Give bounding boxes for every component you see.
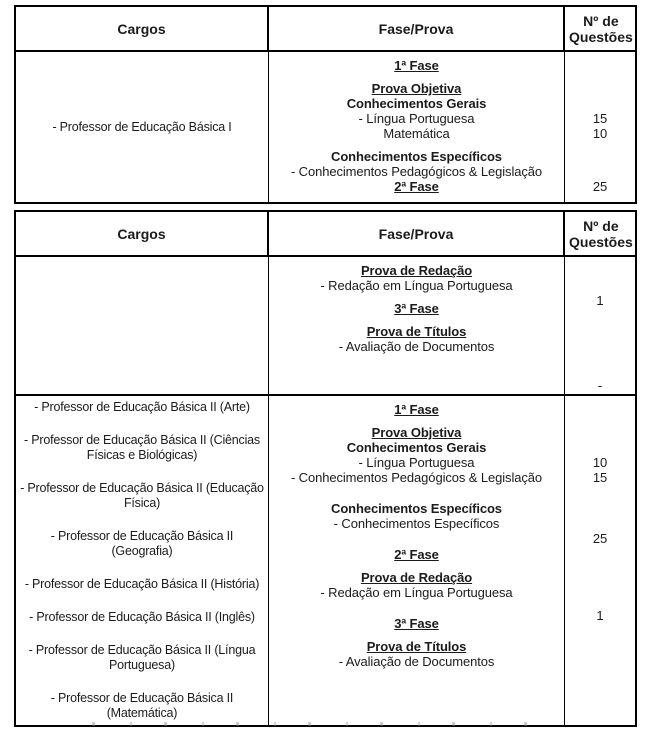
cargo-line: (Matemática) xyxy=(106,706,178,720)
questions-value xyxy=(565,485,635,493)
cargo-item xyxy=(34,400,250,415)
table-header-row xyxy=(16,212,635,257)
cargo-line: Físicas e Biológicas) xyxy=(86,448,198,462)
questions-value xyxy=(565,149,635,164)
fase-line: - Avaliação de Documentos xyxy=(338,339,495,354)
questions-value xyxy=(565,278,635,293)
fase-line xyxy=(271,608,562,616)
fase-line xyxy=(271,354,562,362)
fase-line: Prova de Redação xyxy=(360,263,473,278)
cargo-line: - Professor de Educação Básica II (Ciências xyxy=(24,433,260,447)
column-header-cargos: Cargos xyxy=(16,7,269,50)
questions-value xyxy=(565,73,635,81)
questions-value xyxy=(565,96,635,111)
cargo-line: - Professor de Educação Básica II (Arte) xyxy=(34,400,250,414)
questions-value: 25 xyxy=(592,179,608,194)
table-header-row xyxy=(16,7,635,52)
fase-line xyxy=(271,600,562,608)
num-questoes-cell xyxy=(565,52,635,202)
questions-value: 1 xyxy=(596,608,604,623)
fase-line: Matemática xyxy=(383,126,450,141)
table-body xyxy=(16,257,635,725)
fase-line: - Conhecimentos Específicos xyxy=(333,516,500,531)
questions-value xyxy=(565,547,635,562)
questions-value xyxy=(565,141,635,149)
questions-value: 15 xyxy=(592,470,608,485)
num-questoes-cell xyxy=(565,257,635,394)
fase-line: Prova de Redação xyxy=(360,570,473,585)
fase-line: Prova Objetiva xyxy=(371,81,462,96)
cut-off-text-line xyxy=(92,722,562,726)
fase-line: - Redação em Língua Portuguesa xyxy=(320,585,513,600)
cargo-item xyxy=(29,610,255,625)
fase-line: 1ª Fase xyxy=(394,58,439,73)
fase-line: - Língua Portuguesa xyxy=(358,111,475,126)
cargo-item xyxy=(52,120,231,135)
fase-line xyxy=(271,539,562,547)
cargo-line: - Professor de Educação Básica II (Inglês) xyxy=(29,610,255,624)
fase-line xyxy=(271,316,562,324)
questions-value xyxy=(565,402,635,417)
fase-line xyxy=(271,493,562,501)
fase-line xyxy=(271,631,562,639)
questions-value xyxy=(565,654,635,669)
column-header-fase-prova: Fase/Prova xyxy=(269,7,565,50)
questions-value: 10 xyxy=(592,126,608,141)
cargo-item xyxy=(24,433,260,463)
fase-line xyxy=(271,417,562,425)
fase-prova-cell xyxy=(269,52,565,202)
fase-line: Prova de Títulos xyxy=(366,324,467,339)
questions-value xyxy=(565,370,635,378)
questions-value xyxy=(565,440,635,455)
questions-value xyxy=(565,516,635,531)
column-header-cargos: Cargos xyxy=(16,212,269,255)
cargo-line: - Professor de Educação Básica II (Língua xyxy=(28,643,256,657)
questions-value xyxy=(565,164,635,179)
table-row xyxy=(16,394,635,725)
fase-prova-cell xyxy=(269,257,565,394)
cargo-line: (Geografia) xyxy=(111,544,173,558)
fase-line: 1ª Fase xyxy=(394,402,439,417)
fase-line: - Conhecimentos Pedagógicos & Legislação xyxy=(290,164,543,179)
fase-line: - Conhecimentos Pedagógicos & Legislação xyxy=(290,470,543,485)
questions-value xyxy=(565,362,635,370)
column-header-num-questoes: Nº de Questões xyxy=(569,217,633,250)
cargos-cell xyxy=(16,396,269,725)
cargos-cell xyxy=(16,52,269,202)
fase-line: Prova de Títulos xyxy=(366,639,467,654)
questions-value xyxy=(565,600,635,608)
questions-value xyxy=(565,639,635,654)
fase-line: 2ª Fase xyxy=(394,547,439,562)
fase-line: - Redação em Língua Portuguesa xyxy=(320,278,513,293)
cargo-item xyxy=(51,691,233,721)
fase-line xyxy=(271,370,562,378)
cargos-cell xyxy=(16,257,269,394)
questions-value xyxy=(565,339,635,354)
fase-prova-cell xyxy=(269,396,565,725)
fase-line: Prova Objetiva xyxy=(371,425,462,440)
questions-value xyxy=(565,585,635,600)
table-row xyxy=(16,52,635,202)
cargo-line: - Professor de Educação Básica II (Educação xyxy=(20,481,264,495)
cargo-line: - Professor de Educação Básica I xyxy=(52,119,232,134)
exam-table-peb-i xyxy=(14,5,637,204)
fase-line: - Língua Portuguesa xyxy=(358,455,475,470)
questions-value: - xyxy=(597,378,603,393)
cargo-line: - Professor de Educação Básica II xyxy=(50,691,234,705)
exam-table-peb-ii xyxy=(14,210,637,727)
cargo-item xyxy=(20,481,264,511)
fase-line: 3ª Fase xyxy=(394,616,439,631)
questions-value xyxy=(565,81,635,96)
questions-value: 1 xyxy=(596,293,604,308)
fase-line xyxy=(271,485,562,493)
fase-line xyxy=(271,378,562,386)
cargo-line: - Professor de Educação Básica II xyxy=(50,529,234,543)
questions-value xyxy=(565,570,635,585)
cargo-line: - Professor de Educação Básica II (História) xyxy=(24,577,260,591)
table-row xyxy=(16,257,635,394)
fase-line: 3ª Fase xyxy=(394,301,439,316)
questions-value xyxy=(565,263,635,278)
questions-value xyxy=(565,316,635,324)
questions-value xyxy=(565,631,635,639)
fase-line: - Avaliação de Documentos xyxy=(338,654,495,669)
cargo-line: Portuguesa) xyxy=(109,658,175,672)
table-body xyxy=(16,52,635,202)
fase-line: Conhecimentos Específicos xyxy=(331,149,502,164)
questions-value: 10 xyxy=(592,455,608,470)
cargo-item xyxy=(29,643,256,673)
fase-line: Conhecimentos Gerais xyxy=(346,96,487,111)
cargo-item xyxy=(51,529,233,559)
questions-value: 25 xyxy=(592,531,608,546)
column-header-num-questoes: Nº de Questões xyxy=(569,12,633,45)
questions-value xyxy=(565,58,635,73)
questions-value: 15 xyxy=(592,111,608,126)
questions-value xyxy=(565,493,635,501)
fase-line: 2ª Fase xyxy=(394,179,439,194)
questions-value xyxy=(565,354,635,362)
cargo-line: Física) xyxy=(123,496,161,510)
questions-value xyxy=(565,417,635,425)
fase-line xyxy=(271,293,562,301)
questions-value xyxy=(565,562,635,570)
fase-line xyxy=(271,362,562,370)
fase-line: Conhecimentos Específicos xyxy=(331,501,502,516)
fase-line xyxy=(271,141,562,149)
questions-value xyxy=(565,324,635,339)
fase-line xyxy=(271,562,562,570)
questions-value xyxy=(565,425,635,440)
column-header-fase-prova: Fase/Prova xyxy=(269,212,565,255)
cargo-item xyxy=(25,577,259,592)
fase-line xyxy=(271,531,562,539)
questions-value xyxy=(565,501,635,516)
num-questoes-cell xyxy=(565,396,635,725)
fase-line: Conhecimentos Gerais xyxy=(346,440,487,455)
fase-line xyxy=(271,73,562,81)
